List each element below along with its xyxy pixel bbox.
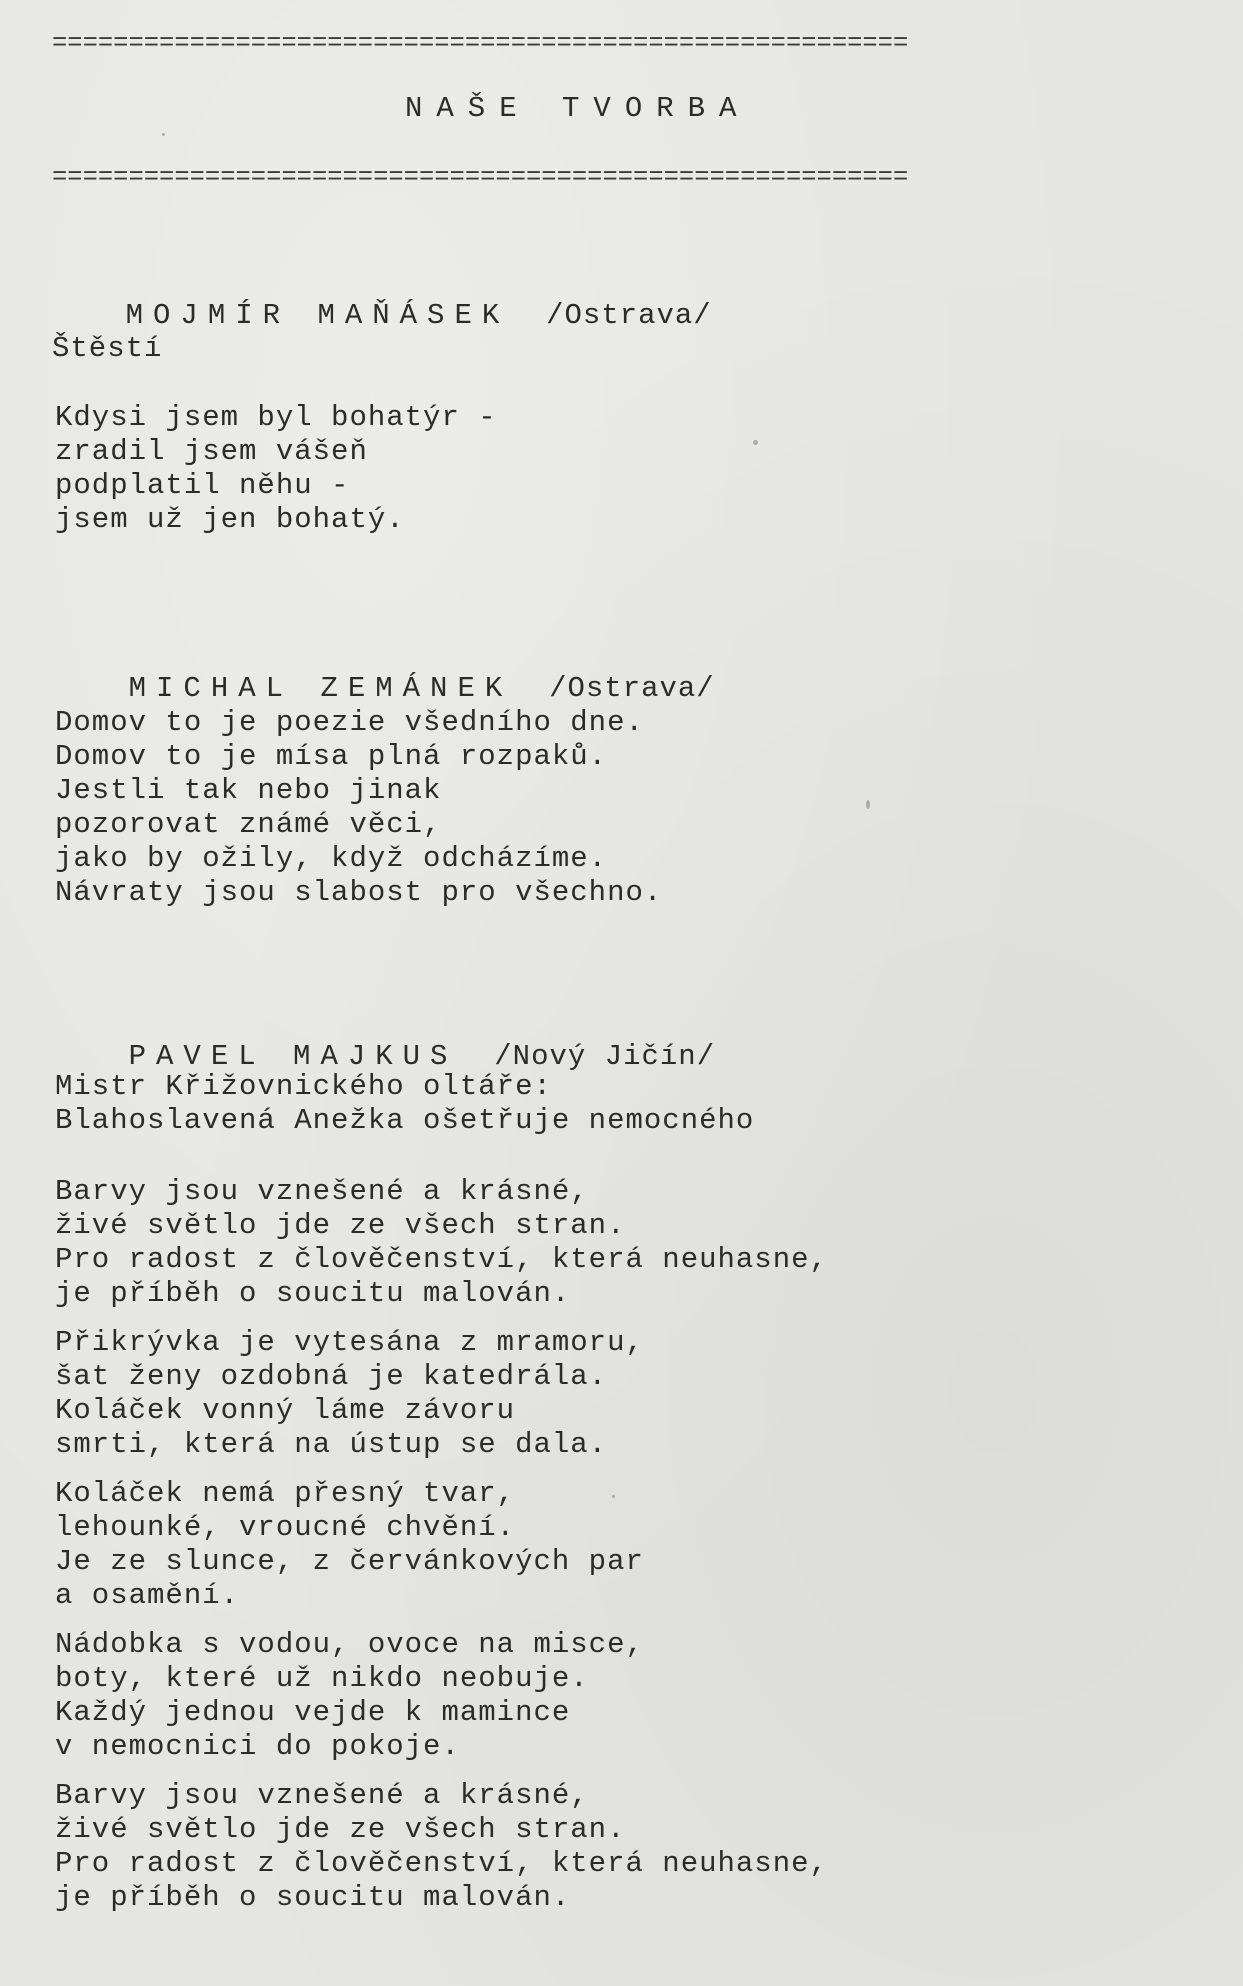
poem-title: Štěstí [52,332,163,365]
poem-line: a osamění. [55,1579,240,1612]
poem-line: v nemocnici do pokoje. [55,1730,460,1763]
poem-line: je příběh o soucitu malován. [55,1277,571,1310]
poem-line: pozorovat známé věci, [55,808,442,841]
paper-speck [753,440,758,445]
header-rule-top: ======================================================== [52,28,909,58]
author-place: /Nový Jičín/ [494,1040,716,1073]
paper-speck [612,1495,615,1498]
poem-line: smrti, která na ústup se dala. [55,1428,608,1461]
stanza [55,706,662,910]
poem-line: šat ženy ozdobná je katedrála. [55,1360,608,1393]
poem-line: je příběh o soucitu malován. [55,1881,571,1914]
poem-line: Kdysi jsem byl bohatýr - [55,401,497,434]
page-title: NAŠE TVORBA [405,92,751,125]
poem-line: Nádobka s vodou, ovoce na misce, [55,1628,644,1661]
poem-line: Domov to je mísa plná rozpaků. [55,740,608,773]
poem-line: podplatil něhu - [55,469,350,502]
poem-line: lehounké, vroucné chvění. [55,1511,516,1544]
poem-line: boty, které už nikdo neobuje. [55,1662,589,1695]
stanza [55,1175,828,1311]
author-place: /Ostrava/ [549,672,715,705]
poem-line: Domov to je poezie všedního dne. [55,706,644,739]
poem-line: jsem už jen bohatý. [55,503,405,536]
subtitle-line: Mistr Křižovnického oltáře: [55,1070,552,1103]
poem-line: živé světlo jde ze všech stran. [55,1209,626,1242]
poem-line: Je ze slunce, z červánkových par [55,1545,644,1578]
stanza [55,1477,644,1613]
poem-line: Koláček vonný láme závoru [55,1394,516,1427]
poem-line: Každý jednou vejde k mamince [55,1696,571,1729]
poem-line: jako by ožily, když odcházíme. [55,842,608,875]
stanza [55,1779,828,1915]
poem-line: Barvy jsou vznešené a krásné, [55,1779,589,1812]
author-name: MOJMÍR MAŇÁSEK [125,299,510,332]
poem-line: Návraty jsou slabost pro všechno. [55,876,663,909]
author-place: /Ostrava/ [546,299,712,332]
paper-speck [162,133,165,136]
author-name: PAVEL MAJKUS [128,1040,458,1073]
poem-line: Barvy jsou vznešené a krásné, [55,1175,589,1208]
header-rule-bottom: ======================================================== [52,162,909,192]
stanza [55,1628,644,1764]
poem-line: Jestli tak nebo jinak [55,774,442,807]
poem-line: živé světlo jde ze všech stran. [55,1813,626,1846]
poem-line: Koláček nemá přesný tvar, [55,1477,516,1510]
poem-line: Pro radost z člověčenství, která neuhasne, [55,1847,828,1880]
paper-speck [866,800,870,809]
poem-line: Pro radost z člověčenství, která neuhasne, [55,1243,828,1276]
painting-subtitle [55,1070,754,1138]
stanza [55,1326,644,1462]
poem-line: zradil jsem vášeň [55,435,368,468]
poem-line: Přikrývka je vytesána z mramoru, [55,1326,644,1359]
author-name: MICHAL ZEMÁNEK [128,672,513,705]
subtitle-line: Blahoslavená Anežka ošetřuje nemocného [55,1104,755,1137]
stanza [55,401,497,537]
